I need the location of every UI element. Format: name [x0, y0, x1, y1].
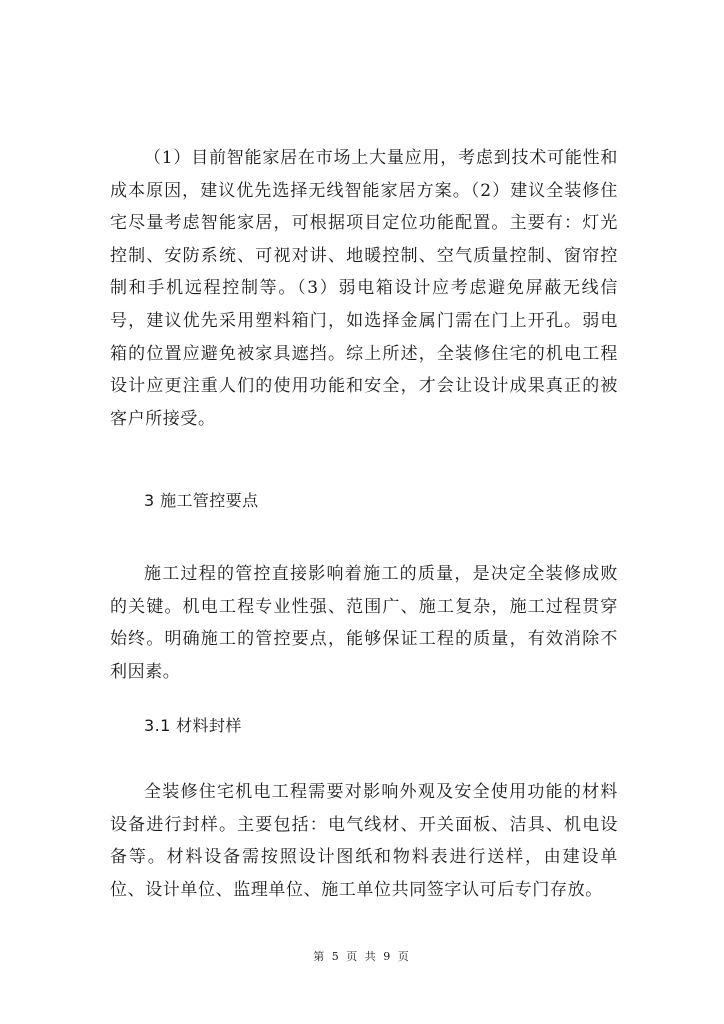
section-heading-construction-control: 3 施工管控要点: [144, 491, 259, 510]
paragraph-construction-control: 施工过程的管控直接影响着施工的质量，是决定全装修成败的关键。机电工程专业性强、范围广、施工复杂，施工过程贯穿始终。明确施工的管控要点，能够保证工程的质量，有效消除不利因素。: [110, 564, 618, 682]
paragraph-material-sampling: 全装修住宅机电工程需要对影响外观及安全使用功能的材料设备进行封样。主要包括：电气线材、开关面板、洁具、机电设备等。材料设备需按照设计图纸和物料表进行送样，由建设单位、设计单位、监理单位、施工单位共同签字认可后专门存放。: [110, 782, 618, 900]
paragraph-smart-home-design: （1）目前智能家居在市场上大量应用，考虑到技术可能性和成本原因，建议优先选择无线智能家居方案。（2）建议全装修住宅尽量考虑智能家居，可根据项目定位功能配置。主要有：灯光控制、安防系统、可视对讲、地暖控制、空气质量控制、窗帘控制和手机远程控制等。（3）弱电箱设计应考虑避免屏蔽无线信号，建议优先采用塑料箱门，如选择金属门需在门上开孔。弱电箱的位置应避免被家具遮挡。综上所述，全装修住宅的机电工程设计应更注重人们的使用功能和安全，才会让设计成果真正的被客户所接受。: [110, 148, 618, 429]
page-number-footer: 第 5 页 共 9 页: [313, 950, 411, 963]
section-heading-material-sampling: 3.1 材料封样: [144, 716, 242, 735]
